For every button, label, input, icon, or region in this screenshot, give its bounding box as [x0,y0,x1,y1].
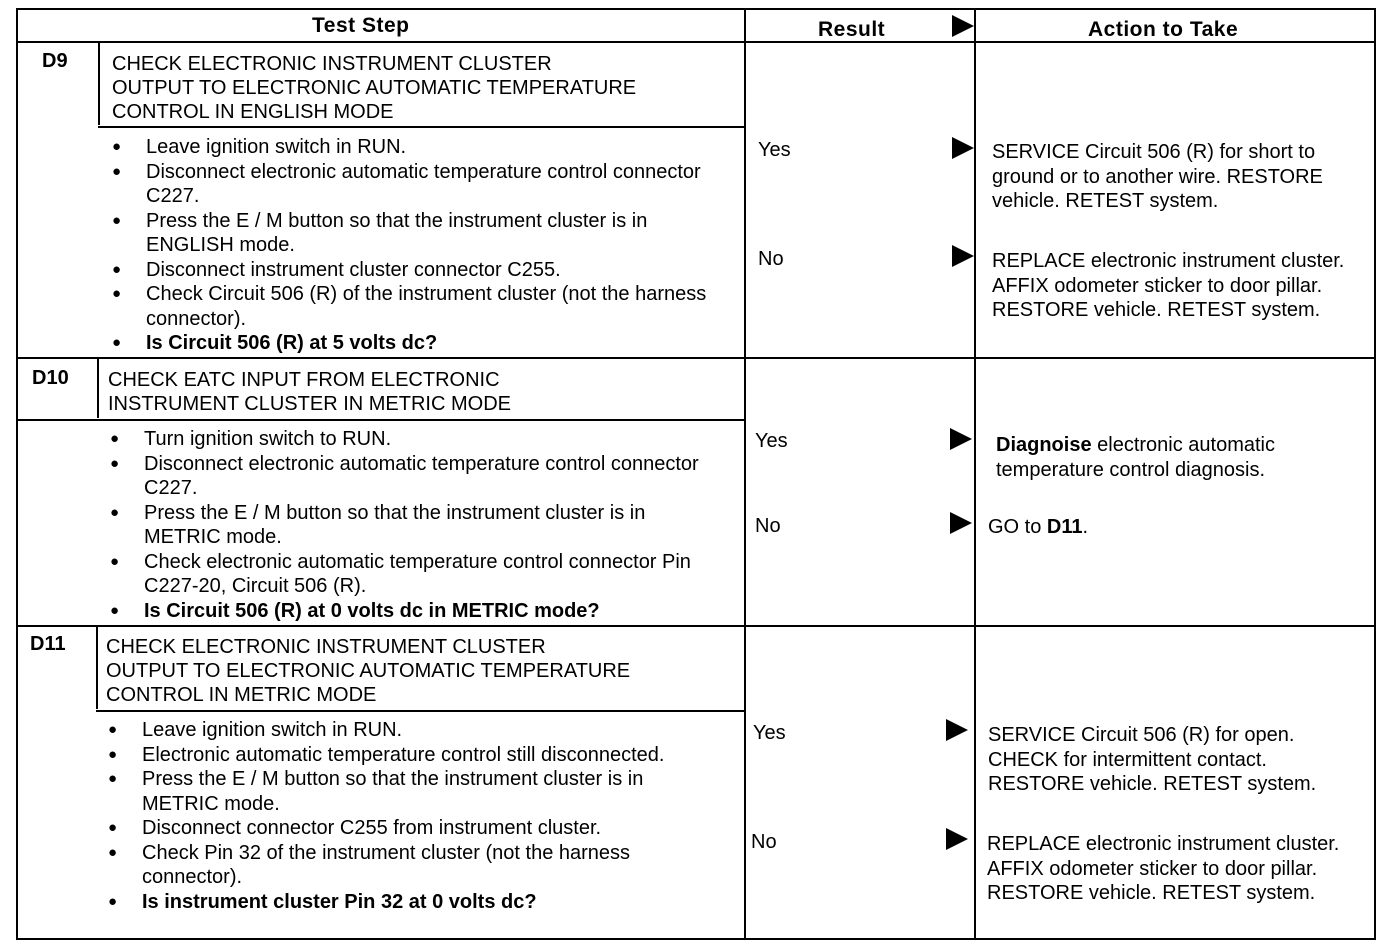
d10-bottom-border [16,625,1376,627]
d10-yes-action-text: electronic automatic temperature control diagnosis. [996,434,1275,481]
d9-title [112,52,732,124]
d11-title-line: OUTPUT TO ELECTRONIC AUTOMATIC TEMPERATURE [106,660,631,682]
d10-yes-label: Yes [755,430,788,452]
list-item: ● Check Pin 32 of the instrument cluster (not the harness connector). [106,841,706,890]
d10-title-divider [16,419,744,421]
d10-yes-arrow-icon [950,428,972,450]
d9-title-line: CHECK ELECTRONIC INSTRUMENT CLUSTER [112,53,552,75]
d10-title [108,368,728,416]
d9-title-line: CONTROL IN ENGLISH MODE [112,101,394,123]
d10-no-action-prefix: GO to [988,516,1047,538]
d9-id-divider [98,43,100,125]
list-item: ● Disconnect instrument cluster connector C255. [110,258,710,283]
list-item-question: ● Is instrument cluster Pin 32 at 0 volts dc? [106,890,706,915]
d11-no-action: REPLACE electronic instrument cluster. AFFIX odometer sticker to door pillar. RESTORE vehicle. RETEST system. [987,833,1340,904]
d9-yes-arrow-icon [952,137,974,159]
d11-yes-label: Yes [753,722,786,744]
list-item: ● Disconnect electronic automatic temperature control connector C227. [108,452,708,501]
list-item-question: ● Is Circuit 506 (R) at 5 volts dc? [110,331,710,356]
d10-step-id: D10 [32,367,69,389]
list-item: ● Turn ignition switch to RUN. [108,427,708,452]
d11-title [106,635,726,707]
table-right-border [1374,8,1376,940]
table-bottom-border [16,938,1376,940]
list-item: ● Disconnect electronic automatic temperature control connector C227. [110,160,710,209]
list-item: ● Electronic automatic temperature control still disconnected. [106,743,706,768]
d9-title-line: OUTPUT TO ELECTRONIC AUTOMATIC TEMPERATURE [112,77,637,99]
d10-no-action [988,515,1373,540]
table-left-border [16,8,18,940]
d10-no-arrow-icon [950,512,972,534]
d11-step-id: D11 [30,633,66,655]
list-item-question: ● Is Circuit 506 (R) at 0 volts dc in METRIC mode? [108,599,708,624]
list-item: ● Disconnect connector C255 from instrument cluster. [106,816,706,841]
d9-title-divider [98,126,744,128]
d9-step-list [110,135,710,356]
list-item: ● Press the E / M button so that the instrument cluster is in METRIC mode. [108,501,708,550]
d10-title-line: CHECK EATC INPUT FROM ELECTRONIC [108,369,500,391]
list-item: ● Press the E / M button so that the instrument cluster is in METRIC mode. [106,767,706,816]
d10-yes-action [996,433,1366,482]
list-item: ● Press the E / M button so that the instrument cluster is in ENGLISH mode. [110,209,710,258]
d11-title-line: CONTROL IN METRIC MODE [106,684,377,706]
d11-yes-arrow-icon [946,719,968,741]
d10-id-divider [97,359,99,418]
d11-step-list [106,718,706,914]
d10-step-list [108,427,708,623]
result-action-divider [974,8,976,940]
d11-title-divider [96,710,744,712]
d11-yes-action: SERVICE Circuit 506 (R) for open. CHECK for intermittent contact. RESTORE vehicle. RETEST system. [988,724,1317,795]
list-item: ● Check Circuit 506 (R) of the instrument cluster (not the harness connector). [110,282,710,331]
d11-id-divider [96,627,98,709]
d10-title-line: INSTRUMENT CLUSTER IN METRIC MODE [108,393,511,415]
d11-no-arrow-icon [946,828,968,850]
d9-no-action: REPLACE electronic instrument cluster. AFFIX odometer sticker to door pillar. RESTORE vehicle. RETEST system. [992,250,1345,321]
header-action: Action to Take [1088,18,1239,41]
d11-no-label: No [751,831,777,853]
d9-no-label: No [758,248,784,270]
list-item: ● Check electronic automatic temperature control connector Pin C227-20, Circuit 506 (R). [108,550,708,599]
d10-no-action-bold: D11 [1046,516,1083,538]
d10-no-action-suffix: . [1082,516,1089,538]
d9-step-id: D9 [42,50,68,72]
list-item: ● Leave ignition switch in RUN. [106,718,706,743]
d9-yes-action: SERVICE Circuit 506 (R) for short to ground or to another wire. RESTORE vehicle. RETEST system. [992,141,1323,212]
d10-no-label: No [755,515,781,537]
d10-yes-action-bold: Diagnoise [996,434,1092,456]
header-arrow-icon [952,15,974,37]
d11-title-line: CHECK ELECTRONIC INSTRUMENT CLUSTER [106,636,546,658]
step-result-divider [744,8,746,940]
header-result: Result [818,18,886,41]
list-item: ● Leave ignition switch in RUN. [110,135,710,160]
header-test-step: Test Step [312,14,410,37]
d9-yes-label: Yes [758,139,791,161]
d9-bottom-border [16,357,1376,359]
table-top-border [16,8,1376,10]
d9-no-arrow-icon [952,245,974,267]
